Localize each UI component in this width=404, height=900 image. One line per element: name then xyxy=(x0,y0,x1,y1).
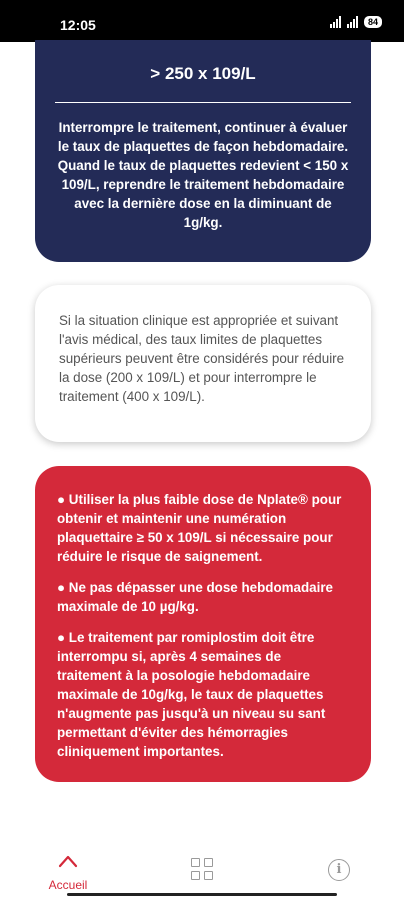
info-icon: i xyxy=(328,859,350,881)
gesture-bar[interactable] xyxy=(67,893,337,896)
nav-home-label: Accueil xyxy=(48,878,88,892)
battery-icon: 84 xyxy=(364,16,382,28)
warning-item: ● Ne pas dépasser une dose hebdomadaire maximale de 10 µg/kg. xyxy=(57,580,333,614)
home-chevron-icon xyxy=(58,854,78,868)
nav-info[interactable] xyxy=(324,842,354,900)
warning-item: ● Le traitement par romiplostim doit être interrompu si, après 4 semaines de traitement à la posologie hebdomadaire maximale de 10g/kg, le taux de plaquettes n'augmente pas jusqu'à un niveau su sant permettant d'éviter des hémorragies cliniquement importantes. xyxy=(57,630,326,759)
signal-icon xyxy=(330,16,341,28)
threshold-title: > 250 x 109/L xyxy=(150,64,256,83)
status-icons xyxy=(330,16,382,28)
warning-item: ● Utiliser la plus faible dose de Nplate® pour obtenir et maintenir une numération plaquettaire ≥ 50 x 109/L si nécessaire pour réduire le risque de saignement. xyxy=(57,492,342,564)
clinical-note-card xyxy=(35,285,371,442)
divider xyxy=(55,102,351,103)
status-time: 12:05 xyxy=(60,17,96,33)
dose-threshold-card xyxy=(35,40,371,262)
warnings-card xyxy=(35,466,371,782)
grid-icon xyxy=(191,858,213,880)
nav-home[interactable] xyxy=(40,842,96,900)
status-bar xyxy=(0,0,404,42)
clinical-note-text: Si la situation clinique est appropriée et suivant l'avis médical, des taux limites de plaquettes supérieurs peuvent être considérés pour réduire la dose (200 x 109/L) et pour interrompre le traitement (400 x 109/L). xyxy=(59,313,345,404)
nav-menu[interactable] xyxy=(184,842,220,900)
wifi-signal-icon xyxy=(347,16,358,28)
bottom-nav xyxy=(0,842,404,900)
threshold-instructions: Interrompre le traitement, continuer à évaluer le taux de plaquettes de façon hebdomadaire. Quand le taux de plaquettes redevient < 150 x 109/L, reprendre le traitement hebdomadaire avec la dernière dose en la diminuant de 1g/kg. xyxy=(57,120,349,230)
